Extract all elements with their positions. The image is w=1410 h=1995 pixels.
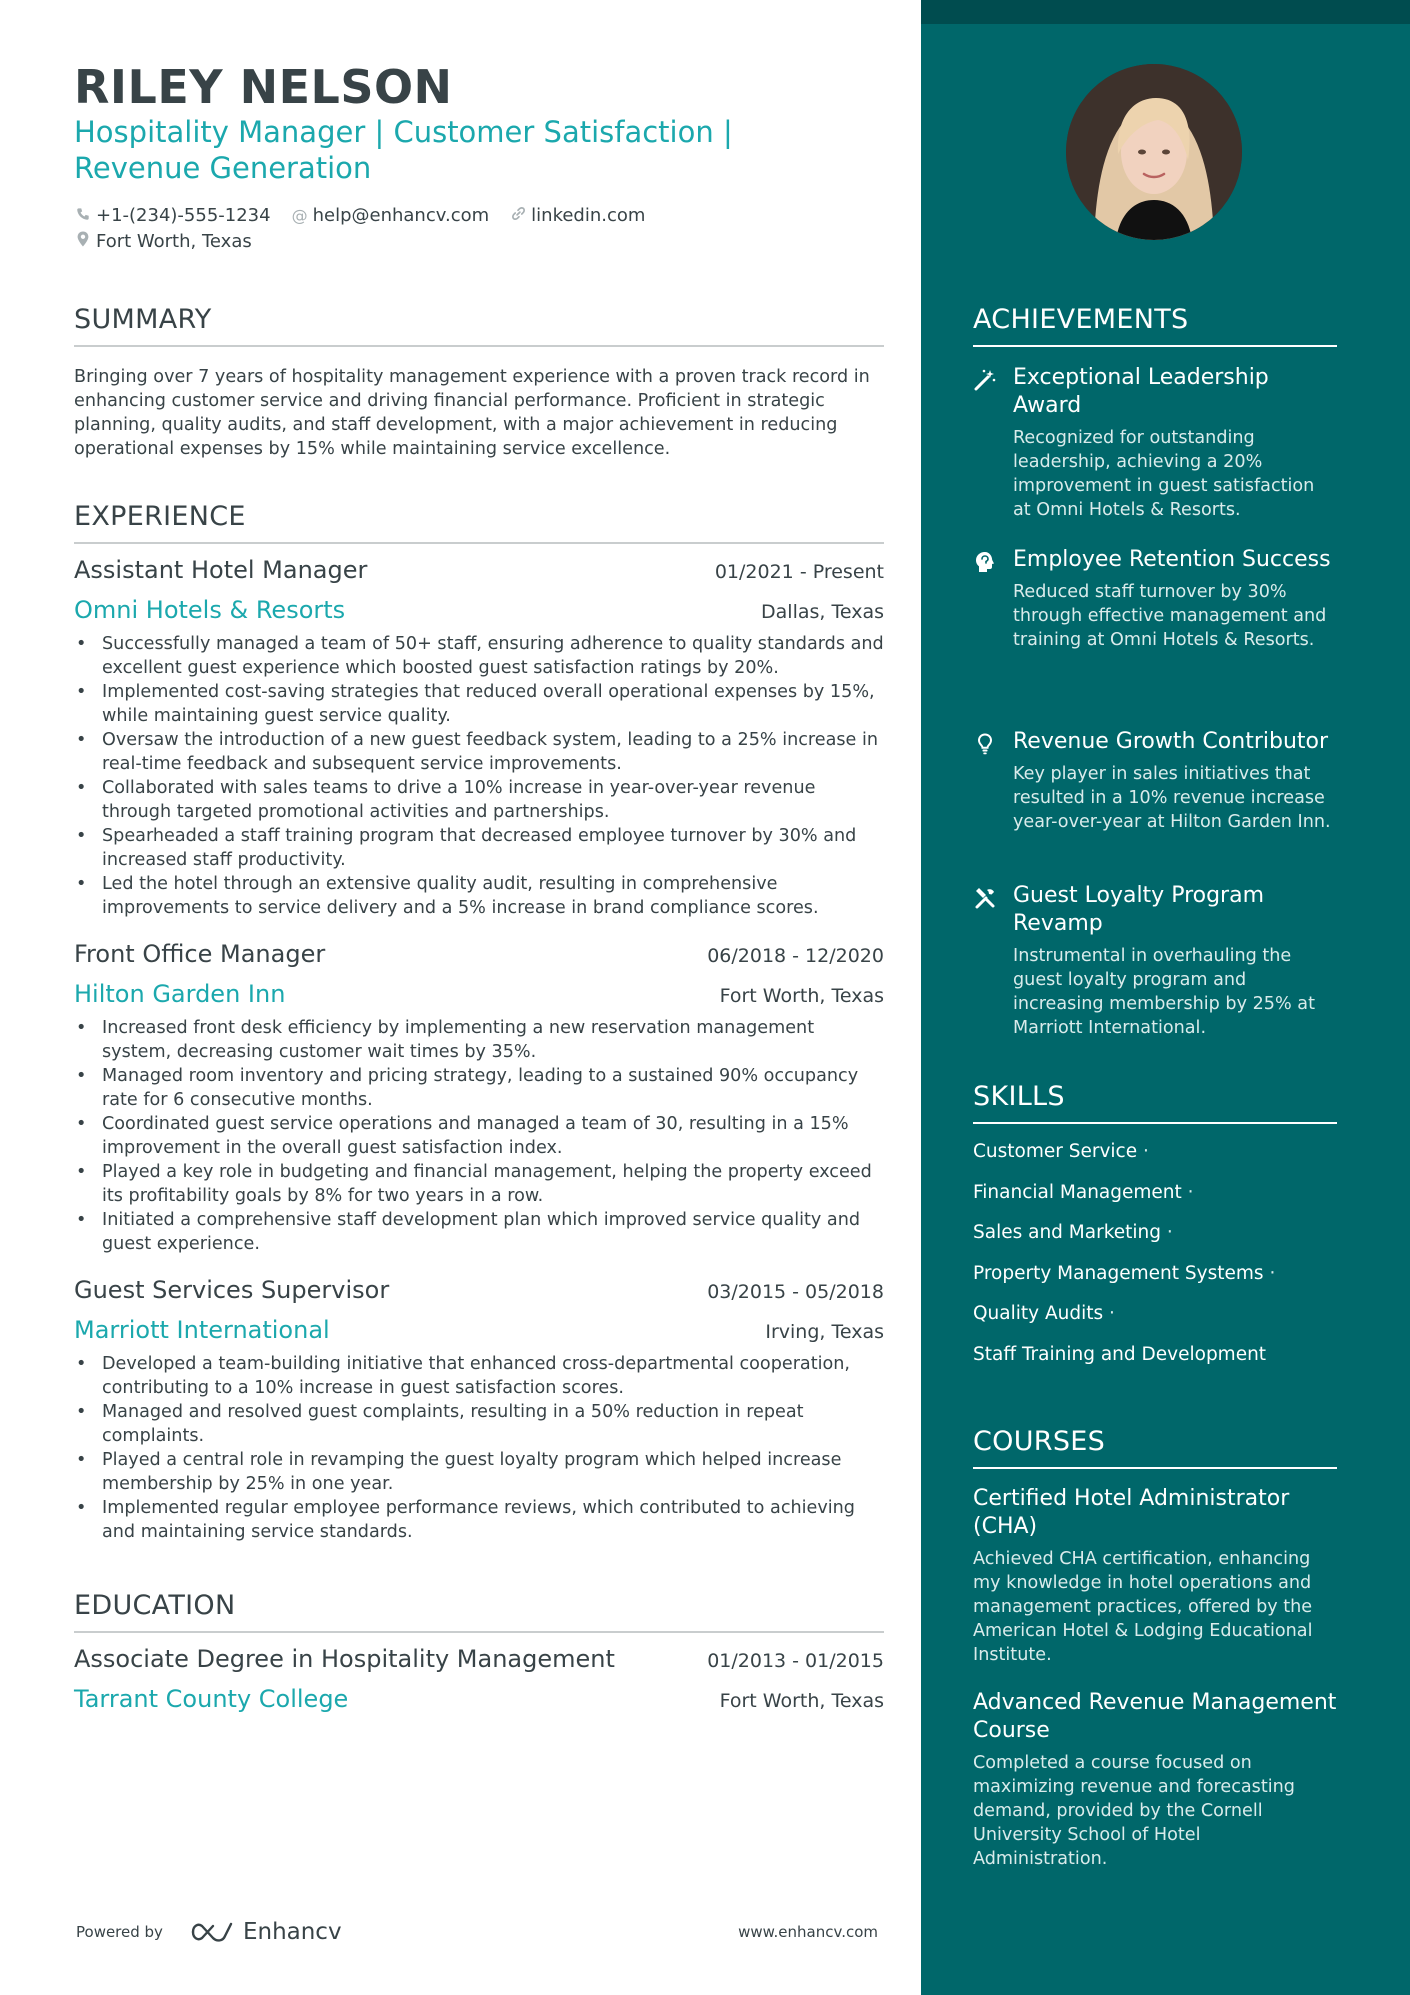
achievement-item bbox=[973, 882, 1337, 1040]
powered-by bbox=[76, 1919, 342, 1945]
education-location: Fort Worth, Texas bbox=[719, 1690, 884, 1712]
achievement-title: Guest Loyalty Program Revamp bbox=[1013, 883, 1265, 936]
bullet-item: • Played a key role in budgeting and financial management, helping the property exceed its profitability goals by 8% for two years in a row. bbox=[74, 1160, 884, 1208]
job-dates: 06/2018 - 12/2020 bbox=[707, 945, 884, 967]
summary-text: Bringing over 7 years of hospitality management experience with a proven track record in enhancing customer service and driving financial performance. Proficient in strategic planning, quality audits, and staff development, with a major achievement in reducing operational expenses by 15% while maintaining service excellence. bbox=[74, 367, 870, 459]
linkedin-contact[interactable] bbox=[509, 205, 645, 226]
bullet-item: • Led the hotel through an extensive quality audit, resulting in comprehensive improvements to service delivery and a 5% increase in brand compliance scores. bbox=[74, 872, 884, 920]
achievement-title: Employee Retention Success bbox=[1013, 547, 1331, 572]
email-contact[interactable] bbox=[291, 205, 490, 226]
email-text: help@enhancv.com bbox=[312, 204, 490, 226]
achievement-title: Exceptional Leadership Award bbox=[1013, 365, 1269, 418]
enhancv-logo-icon bbox=[189, 1920, 235, 1944]
phone-icon bbox=[74, 206, 92, 225]
sidebar bbox=[921, 0, 1410, 1995]
job-title: Assistant Hotel Manager bbox=[74, 556, 368, 584]
skills-heading: SKILLS bbox=[973, 1081, 1337, 1124]
education-heading: EDUCATION bbox=[74, 1590, 884, 1633]
achievement-item bbox=[973, 364, 1337, 522]
skills-list bbox=[973, 1139, 1337, 1382]
job-entry bbox=[74, 1276, 884, 1544]
sidebar-top-band bbox=[921, 0, 1410, 24]
course-item bbox=[973, 1689, 1337, 1871]
lightbulb-icon bbox=[973, 732, 997, 756]
magic-wand-icon bbox=[973, 368, 997, 392]
achievements-heading: ACHIEVEMENTS bbox=[973, 304, 1337, 347]
course-title: Advanced Revenue Management Course bbox=[973, 1690, 1337, 1743]
bullet-item: • Implemented cost-saving strategies that reduced overall operational expenses by 15%, while maintaining guest service quality. bbox=[74, 680, 884, 728]
footer bbox=[76, 1912, 878, 1952]
job-bullets bbox=[74, 632, 884, 920]
job-company: Hilton Garden Inn bbox=[74, 980, 286, 1008]
location-contact bbox=[74, 231, 252, 252]
bullet-item: • Developed a team-building initiative that enhanced cross-departmental cooperation, contributing to a 10% increase in guest satisfaction scores. bbox=[74, 1352, 884, 1400]
job-title: Guest Services Supervisor bbox=[74, 1276, 390, 1304]
bullet-item: • Increased front desk efficiency by implementing a new reservation management system, decreasing customer wait times by 35%. bbox=[74, 1016, 884, 1064]
job-entry bbox=[74, 556, 884, 920]
achievement-desc: Reduced staff turnover by 30% through effective management and training at Omni Hotels & Resorts. bbox=[1013, 582, 1327, 650]
bullet-item: • Managed and resolved guest complaints, resulting in a 50% reduction in repeat complaints. bbox=[74, 1400, 884, 1448]
skill-item: Financial Management · bbox=[973, 1181, 1194, 1203]
location-pin-icon bbox=[74, 231, 92, 251]
link-icon bbox=[509, 206, 527, 225]
website-link[interactable]: www.enhancv.com bbox=[738, 1923, 878, 1941]
candidate-title: Hospitality Manager | Customer Satisfaction | Revenue Generation bbox=[74, 115, 733, 185]
bullet-item: • Initiated a comprehensive staff development plan which improved service quality and guest experience. bbox=[74, 1208, 884, 1256]
degree-title: Associate Degree in Hospitality Management bbox=[74, 1645, 615, 1673]
achievement-desc: Instrumental in overhauling the guest loyalty program and increasing membership by 25% at Marriott International. bbox=[1013, 946, 1315, 1038]
education-dates: 01/2013 - 01/2015 bbox=[707, 1650, 884, 1672]
job-location: Irving, Texas bbox=[765, 1321, 884, 1343]
job-entry bbox=[74, 940, 884, 1256]
bullet-item: • Oversaw the introduction of a new guest feedback system, leading to a 25% increase in real-time feedback and subsequent service improvements. bbox=[74, 728, 884, 776]
achievement-title: Revenue Growth Contributor bbox=[1013, 729, 1329, 754]
job-location: Dallas, Texas bbox=[761, 601, 884, 623]
education-entry bbox=[74, 1645, 884, 1721]
candidate-name: RILEY NELSON bbox=[74, 60, 453, 114]
job-company: Marriott International bbox=[74, 1316, 330, 1344]
skill-item: Customer Service · bbox=[973, 1141, 1149, 1162]
skill-item: Sales and Marketing · bbox=[973, 1222, 1173, 1243]
course-title: Certified Hotel Administrator (CHA) bbox=[973, 1486, 1290, 1539]
bullet-item: • Coordinated guest service operations and managed a team of 30, resulting in a 15% improvement in the overall guest satisfaction index. bbox=[74, 1112, 884, 1160]
bullet-item: • Collaborated with sales teams to drive a 10% increase in year-over-year revenue through targeted promotional activities and partnerships. bbox=[74, 776, 884, 824]
bullet-item: • Managed room inventory and pricing strategy, leading to a sustained 90% occupancy rate for 6 consecutive months. bbox=[74, 1064, 884, 1112]
job-bullets bbox=[74, 1352, 884, 1544]
location-text: Fort Worth, Texas bbox=[96, 230, 252, 252]
phone-text: +1-(234)-555-1234 bbox=[96, 204, 271, 226]
courses-heading: COURSES bbox=[973, 1426, 1337, 1469]
tools-icon bbox=[973, 886, 997, 910]
job-location: Fort Worth, Texas bbox=[719, 985, 884, 1007]
job-title: Front Office Manager bbox=[74, 940, 326, 968]
enhancv-brand: Enhancv bbox=[242, 1919, 342, 1945]
course-desc: Completed a course focused on maximizing revenue and forecasting demand, provided by the Cornell University School of Hotel Administration. bbox=[973, 1753, 1295, 1869]
head-brain-icon bbox=[973, 550, 997, 574]
job-dates: 03/2015 - 05/2018 bbox=[707, 1281, 884, 1303]
bullet-item: • Played a central role in revamping the guest loyalty program which helped increase membership by 25% in one year. bbox=[74, 1448, 884, 1496]
skill-item: Property Management Systems · bbox=[973, 1262, 1276, 1284]
experience-heading: EXPERIENCE bbox=[74, 501, 884, 544]
linkedin-text: linkedin.com bbox=[531, 204, 646, 226]
contact-info bbox=[74, 202, 665, 254]
course-item bbox=[973, 1485, 1337, 1667]
bullet-item: • Implemented regular employee performance reviews, which contributed to achieving and maintaining service standards. bbox=[74, 1496, 884, 1544]
course-desc: Achieved CHA certification, enhancing my knowledge in hotel operations and management practices, offered by the American Hotel & Lodging Educational Institute. bbox=[973, 1549, 1313, 1665]
bullet-item: • Successfully managed a team of 50+ staff, ensuring adherence to quality standards and excellent guest experience which boosted guest satisfaction ratings by 20%. bbox=[74, 632, 884, 680]
job-dates: 01/2021 - Present bbox=[714, 561, 884, 583]
achievement-item bbox=[973, 546, 1337, 652]
summary-heading: SUMMARY bbox=[74, 304, 884, 347]
job-bullets bbox=[74, 1016, 884, 1256]
school-name: Tarrant County College bbox=[74, 1685, 349, 1713]
achievement-desc: Key player in sales initiatives that resulted in a 10% revenue increase year-over-year at Hilton Garden Inn. bbox=[1013, 764, 1331, 832]
skill-item: Quality Audits · bbox=[973, 1303, 1115, 1324]
achievement-item bbox=[973, 728, 1337, 834]
phone-contact[interactable] bbox=[74, 205, 271, 226]
bullet-item: • Spearheaded a staff training program that decreased employee turnover by 30% and increased staff productivity. bbox=[74, 824, 884, 872]
powered-by-label: Powered by bbox=[76, 1923, 163, 1941]
profile-photo bbox=[1066, 64, 1242, 240]
job-company: Omni Hotels & Resorts bbox=[74, 596, 346, 624]
at-sign-icon: @ bbox=[291, 205, 308, 225]
achievement-desc: Recognized for outstanding leadership, achieving a 20% improvement in guest satisfaction at Omni Hotels & Resorts. bbox=[1013, 428, 1315, 520]
skill-item: Staff Training and Development bbox=[973, 1343, 1267, 1365]
enhancv-logo[interactable] bbox=[189, 1919, 342, 1945]
